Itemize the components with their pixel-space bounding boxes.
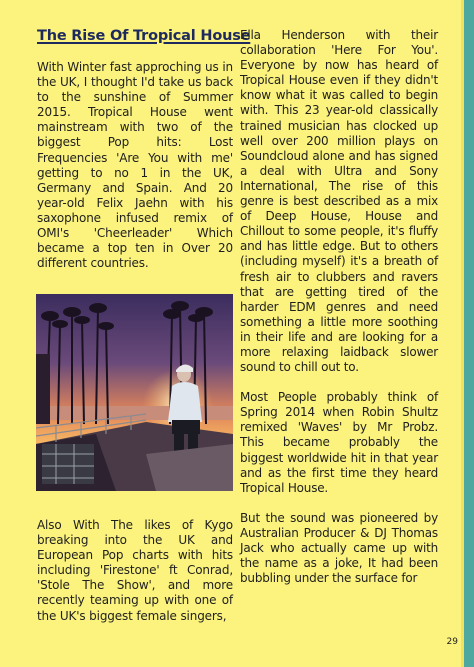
article-title: The Rise Of Tropical House: [37, 28, 251, 44]
left-column: [37, 28, 251, 271]
right-paragraph-1: Ella Henderson with their collaboration 'Here For You'. Everyone by now has heard of Tropical House even if they didn't know what it was called to begin with. This 23 year-old classically trained musician has clocked up well over 200 million plays on Soundcloud alone and has signed a deal with Ultra and Sony International, The rise of this genre is best described as a mix of Deep House, House and Chillout to some people, it's fluffy and has little edge. But to others (including myself) it's a breath of fresh air to clubbers and ravers that are getting tired of the harder EDM genres and need something a little more soothing in their life and are looking for a more relaxing laidback slower sound to chill out to.: [240, 28, 438, 375]
sunset-rooftop-photo: [36, 294, 233, 491]
right-column: [240, 28, 438, 586]
article-photo: [36, 294, 233, 491]
right-paragraph-2: Most People probably think of Spring 2014 when Robin Shultz remixed 'Waves' by Mr Probz. This became probably the biggest worldwide hit in that year and as the first time they heard Tropical House.: [240, 390, 438, 495]
left-column-bottom: [37, 518, 233, 624]
left-paragraph-2: Also With The likes of Kygo breaking into the UK and European Pop charts with hits including 'Firestone' ft Conrad, 'Stole The Show', and more recently teaming up with one of the UK's biggest female singers,: [37, 518, 233, 623]
paragraph-gap: [240, 375, 438, 390]
paragraph-gap: [240, 496, 438, 511]
right-paragraph-3: But the sound was pioneered by Australian Producer & DJ Thomas Jack who actually came up with the name as a joke, It had been bubbling under the surface for: [240, 510, 438, 586]
page-number: 29: [446, 637, 458, 647]
page-edge-bar: [464, 0, 474, 667]
left-paragraph-1: With Winter fast approching us in the UK, I thought I'd take us back to the sunshine of Summer 2015. Tropical House went mainstream with two of the biggest Pop hits: Lost Frequencies 'Are You with me' getting to no 1 in the UK, Germany and Spain. And 20 year-old Felix Jaehn with his saxophone infused remix of OMI's 'Cheerleader' Which became a top ten in Over 20 different countries.: [37, 60, 233, 271]
